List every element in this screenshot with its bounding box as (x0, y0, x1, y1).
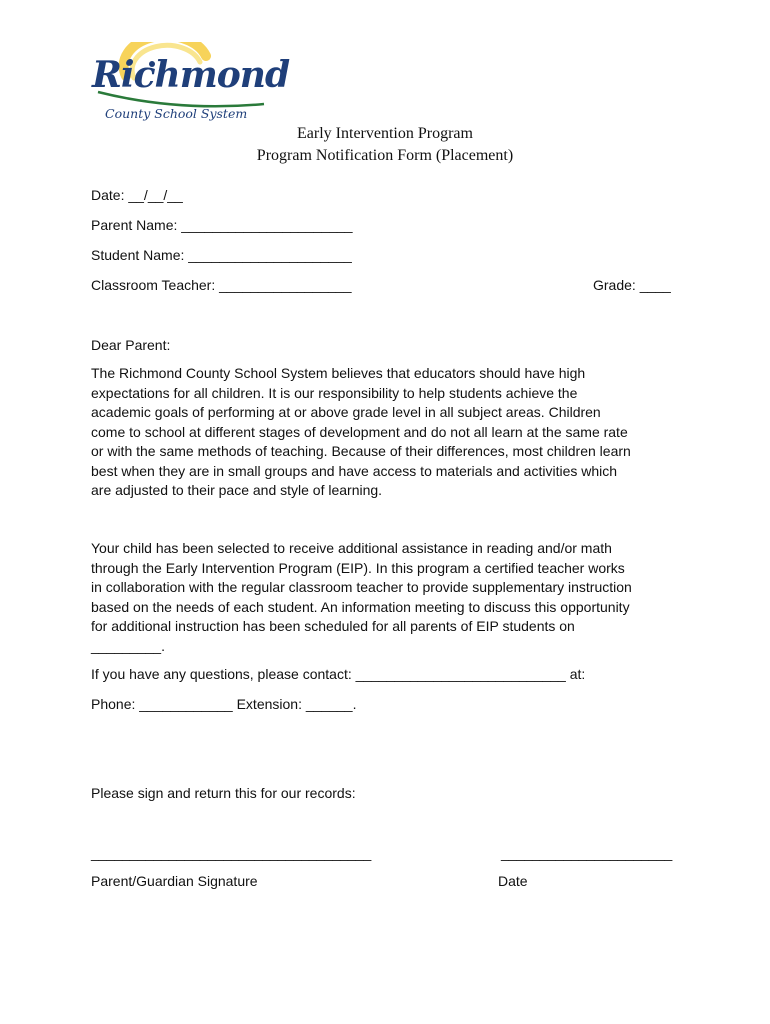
paragraph-line: are adjusted to their pace and style of learning. (91, 482, 383, 498)
form-title: Early Intervention Program (297, 125, 473, 142)
paragraph-line: best when they are in small groups and have access to materials and activities which (91, 462, 618, 479)
paragraph-line: come to school at different stages of development and do not all learn at the same rate (91, 423, 628, 440)
district-logo (88, 42, 290, 128)
parent-name-field[interactable]: Parent Name: ______________________ (91, 217, 353, 233)
logo-subtitle: County School System (105, 106, 248, 121)
paragraph-line: based on the needs of each student. An information meeting to discuss this opportunity (91, 598, 630, 615)
contact-line[interactable]: If you have any questions, please contact: ___________________________ at: (91, 666, 586, 682)
program-paragraph (91, 539, 683, 656)
paragraph-line: The Richmond County School System believes that educators should have high (91, 365, 586, 381)
paragraph-line: academic goals of performing at or above grade level in all subject areas. Children (91, 404, 601, 420)
intro-paragraph (91, 364, 683, 501)
paragraph-line: in collaboration with the regular classroom teacher to provide supplementary instruction (91, 579, 632, 595)
paragraph-line: expectations for all children. It is our responsibility to help students achieve the (91, 384, 578, 401)
greeting: Dear Parent: (91, 337, 171, 353)
date-label: Date (498, 873, 528, 889)
paragraph-line: or with the same methods of teaching. Because of their differences, most children learn (91, 443, 631, 459)
date-field[interactable]: Date: __/__/__ (91, 187, 183, 203)
paragraph-line: _________. (91, 637, 165, 654)
phone-line[interactable]: Phone: ____________ Extension: ______. (91, 696, 357, 712)
signature-line[interactable]: ____________________________________ (91, 845, 372, 861)
logo-wordmark: Richmond (92, 54, 290, 96)
date-signed-line[interactable]: ______________________ (501, 845, 673, 861)
form-subtitle: Program Notification Form (Placement) (256, 147, 514, 164)
classroom-teacher-field[interactable]: Classroom Teacher: _________________ (91, 277, 352, 293)
signature-label: Parent/Guardian Signature (91, 873, 258, 889)
student-name-field[interactable]: Student Name: _____________________ (91, 247, 352, 263)
paragraph-line: Your child has been selected to receive additional assistance in reading and/or math (91, 540, 612, 556)
paragraph-line: through the Early Intervention Program (EIP). In this program a certified teacher works (91, 559, 625, 576)
sign-request: Please sign and return this for our records: (91, 785, 356, 801)
grade-field[interactable]: Grade: ____ (593, 277, 671, 293)
paragraph-line: for additional instruction has been scheduled for all parents of EIP students on (91, 618, 575, 634)
